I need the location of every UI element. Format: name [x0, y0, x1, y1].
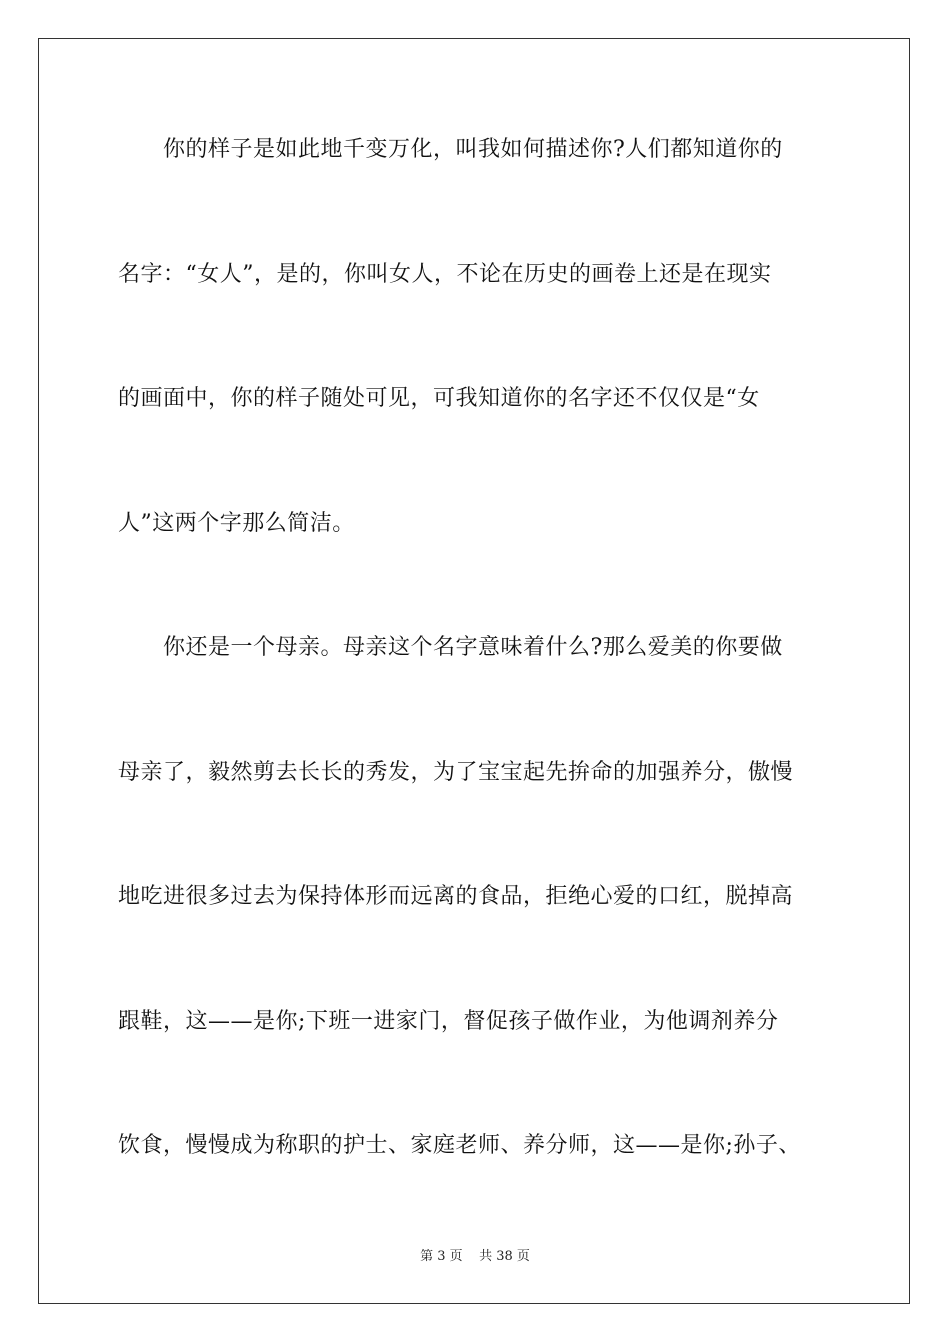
paragraph-2-line-2: 母亲了，毅然剪去长长的秀发，为了宝宝起先拚命的加强养分，傲慢: [118, 760, 794, 785]
page-number-footer: 第 3 页 共 38 页: [420, 1249, 530, 1264]
paragraph-2-line-3: 地吃进很多过去为保持体形而远离的食品，拒绝心爱的口红，脱掉高: [118, 884, 794, 909]
paragraph-2-line-5: 饮食，慢慢成为称职的护士、家庭老师、养分师，这——是你;孙子、: [118, 1133, 801, 1158]
paragraph-1-line-4: 人”这两个字那么简洁。: [118, 511, 355, 536]
page-border: [38, 38, 910, 1304]
paragraph-2-line-4: 跟鞋，这——是你;下班一进家门，督促孩子做作业，为他调剂养分: [118, 1009, 779, 1034]
paragraph-2-line-1: 你还是一个母亲。母亲这个名字意味着什么?那么爱美的你要做: [163, 635, 783, 660]
paragraph-1-line-1: 你的样子是如此地千变万化，叫我如何描述你?人们都知道你的: [163, 137, 783, 162]
paragraph-1-line-2: 名字：“女人”，是的，你叫女人，不论在历史的画卷上还是在现实: [118, 262, 772, 287]
paragraph-1-line-3: 的画面中，你的样子随处可见，可我知道你的名字还不仅仅是“女: [118, 386, 760, 411]
